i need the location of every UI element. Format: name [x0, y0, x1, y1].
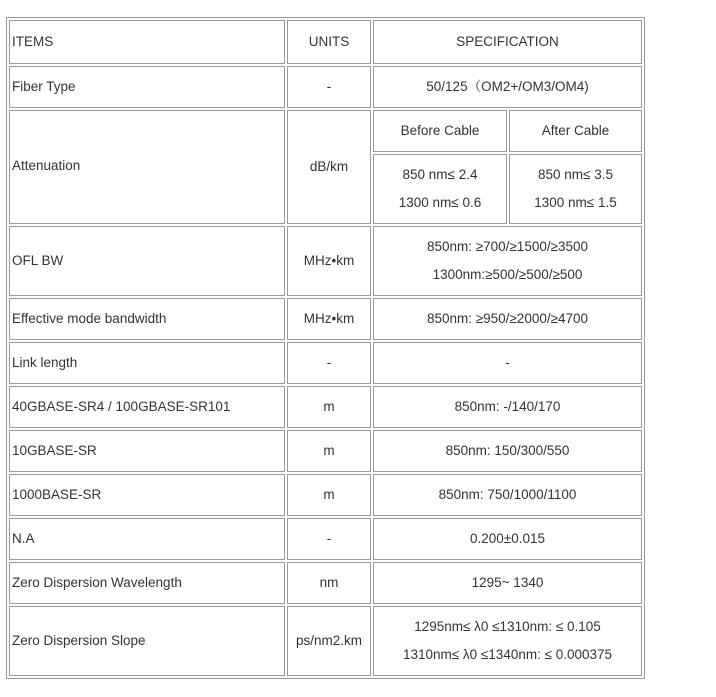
spec-cell: 1295nm≤ λ0 ≤1310nm: ≤ 0.105 1310nm≤ λ0 ≤1340nm: ≤ 0.000375	[373, 606, 642, 676]
spec-cell: 850nm: -/140/170	[373, 386, 642, 428]
spec-cell: 0.200±0.015	[373, 518, 642, 560]
spec-cell: 1295~ 1340	[373, 562, 642, 604]
item-cell: Zero Dispersion Wavelength	[9, 562, 285, 604]
header-items: ITEMS	[9, 20, 285, 64]
header-row	[9, 20, 642, 64]
before-cable-label: Before Cable	[373, 110, 507, 152]
unit-cell: -	[287, 66, 371, 108]
unit-cell: MHz•km	[287, 298, 371, 340]
spec-cell: -	[373, 342, 642, 384]
item-cell: Attenuation	[9, 110, 285, 224]
table-row	[9, 110, 642, 152]
header-units: UNITS	[287, 20, 371, 64]
before-1300-value: 1300 nm≤ 0.6	[398, 195, 482, 210]
unit-cell: ps/nm2.km	[287, 606, 371, 676]
item-cell: N.A	[9, 518, 285, 560]
table-row	[9, 386, 642, 428]
specification-table	[6, 17, 645, 679]
table-row	[9, 562, 642, 604]
spec-cell: 850nm: 150/300/550	[373, 430, 642, 472]
table-row	[9, 342, 642, 384]
before-850-value: 850 nm≤ 2.4	[402, 167, 478, 182]
item-cell: OFL BW	[9, 226, 285, 296]
header-specification: SPECIFICATION	[373, 20, 642, 64]
table-row	[9, 474, 642, 516]
unit-cell: m	[287, 474, 371, 516]
item-cell: Zero Dispersion Slope	[9, 606, 285, 676]
after-850-value: 850 nm≤ 3.5	[538, 167, 613, 182]
table-row	[9, 430, 642, 472]
item-cell: 10GBASE-SR	[9, 430, 285, 472]
after-cable-label: After Cable	[509, 110, 642, 152]
after-cable-values	[509, 154, 642, 224]
spec-cell: 850nm: ≥700/≥1500/≥3500 1300nm:≥500/≥500/≥500	[373, 226, 642, 296]
spec-cell: 850nm: ≥950/≥2000/≥4700	[373, 298, 642, 340]
item-cell: Link length	[9, 342, 285, 384]
item-cell: Fiber Type	[9, 66, 285, 108]
after-1300-value: 1300 nm≤ 1.5	[534, 195, 617, 210]
unit-cell: nm	[287, 562, 371, 604]
unit-cell: dB/km	[287, 110, 371, 224]
table-row	[9, 606, 642, 676]
item-cell: 40GBASE-SR4 / 100GBASE-SR101	[9, 386, 285, 428]
unit-cell: m	[287, 386, 371, 428]
unit-cell: -	[287, 518, 371, 560]
spec-cell: 50/125（OM2+/OM3/OM4)	[373, 66, 642, 108]
table-row	[9, 66, 642, 108]
table-row	[9, 518, 642, 560]
table-row	[9, 298, 642, 340]
item-cell: Effective mode bandwidth	[9, 298, 285, 340]
unit-cell: -	[287, 342, 371, 384]
item-cell: 1000BASE-SR	[9, 474, 285, 516]
before-cable-values	[373, 154, 507, 224]
unit-cell: m	[287, 430, 371, 472]
spec-cell: 850nm: 750/1000/1100	[373, 474, 642, 516]
unit-cell: MHz•km	[287, 226, 371, 296]
table-row	[9, 226, 642, 296]
